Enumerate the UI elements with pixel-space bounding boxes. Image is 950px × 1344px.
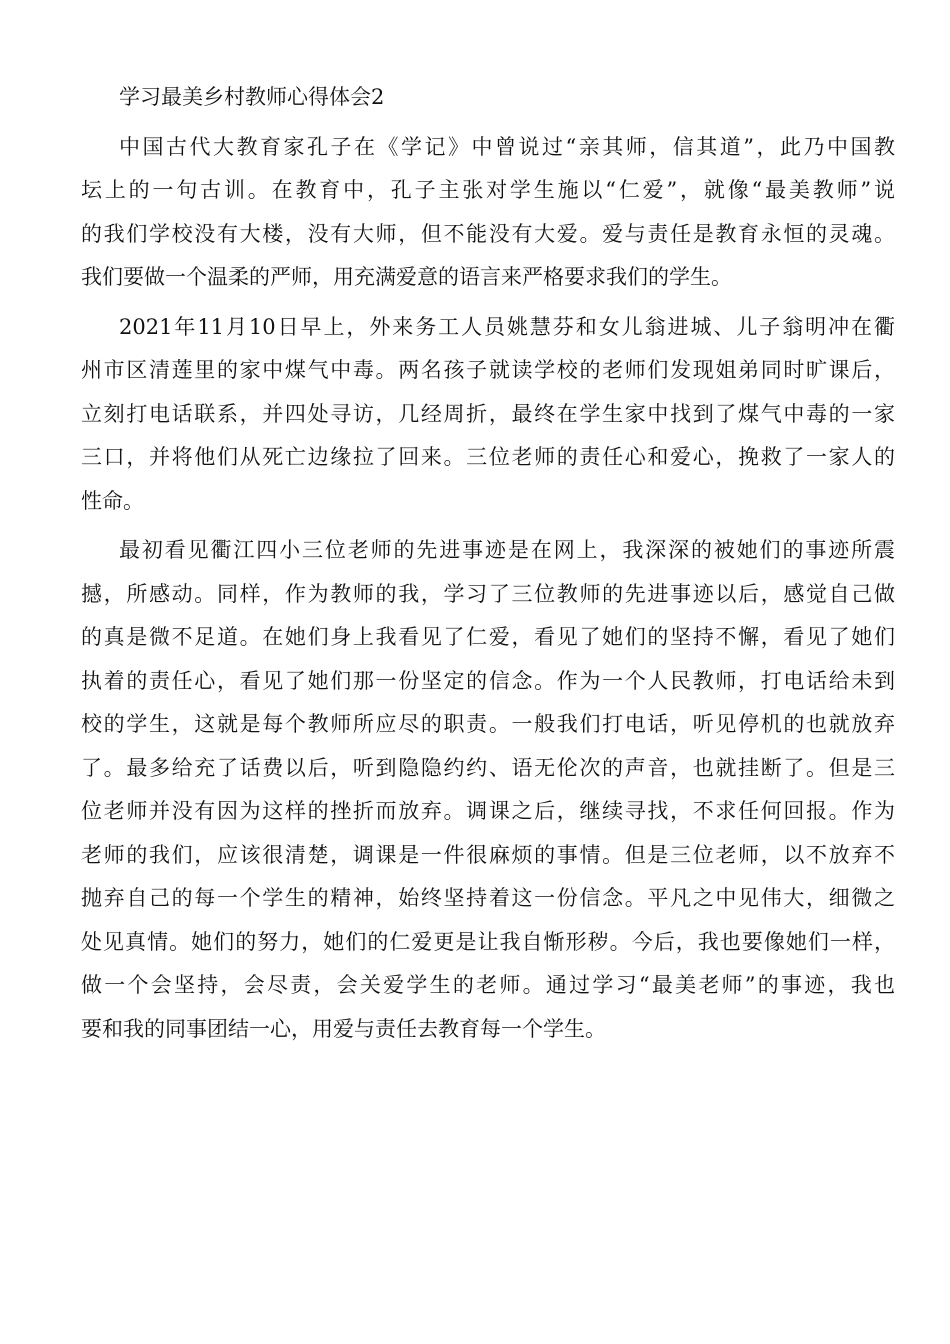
paragraph-line: 的真是微不足道。在她们身上我看见了仁爱，看见了她们的坚持不懈，看见了她们	[81, 625, 895, 649]
document-body	[81, 76, 895, 1051]
paragraph-line: 老师的我们，应该很清楚，调课是一件很麻烦的事情。但是三位老师，以不放弃不	[81, 842, 895, 867]
paragraph-line: 坛上的一句古训。在教育中，孔子主张对学生施以“仁爱”，就像“最美教师”说	[81, 178, 895, 202]
paragraph-2	[81, 306, 895, 524]
paragraph-line: 最初看见衢江四小三位老师的先进事迹是在网上，我深深的被她们的事迹所震	[119, 538, 895, 562]
paragraph-line: 性命。	[81, 488, 144, 513]
paragraph-line: 我们要做一个温柔的严师，用充满爱意的语言来严格要求我们的学生。	[81, 265, 732, 289]
paragraph-line: 执着的责任心，看见了她们那一份坚定的信念。作为一个人民教师，打电话给未到	[81, 668, 895, 693]
paragraph-3	[81, 529, 895, 1051]
paragraph-line: 处见真情。她们的努力，她们的仁爱更是让我自惭形秽。今后，我也要像她们一样，	[81, 929, 895, 954]
paragraph-line: 要和我的同事团结一心，用爱与责任去教育每一个学生。	[81, 1016, 606, 1041]
document-title: 学习最美乡村教师心得体会2	[119, 85, 385, 109]
paragraph-line: 撼，所感动。同样，作为教师的我，学习了三位教师的先进事迹以后，感觉自己做	[81, 581, 895, 606]
paragraph-line: 了。最多给充了话费以后，听到隐隐约约、语无伦次的声音，也就挂断了。但是三	[81, 755, 895, 780]
paragraph-line: 的我们学校没有大楼，没有大师，但不能没有大爱。爱与责任是教育永恒的灵魂。	[81, 221, 895, 246]
paragraph-line: 州市区清莲里的家中煤气中毒。两名孩子就读学校的老师们发现姐弟同时旷课后，	[81, 358, 895, 382]
paragraph-line: 三口，并将他们从死亡边缘拉了回来。三位老师的责任心和爱心，挽救了一家人的	[81, 445, 895, 469]
paragraph-line: 抛弃自己的每一个学生的精神，始终坚持着这一份信念。平凡之中见伟大，细微之	[81, 886, 895, 910]
paragraph-line: 2021年11月10日早上，外来务工人员姚慧芬和女儿翁进城、儿子翁明冲在衢	[119, 314, 895, 339]
paragraph-line: 做一个会坚持，会尽责，会关爱学生的老师。通过学习“最美老师”的事迹，我也	[81, 973, 895, 997]
paragraph-line: 中国古代大教育家孔子在《学记》中曾说过“亲其师，信其道”，此乃中国教	[119, 134, 895, 159]
paragraph-1	[81, 126, 895, 300]
paragraph-line: 立刻打电话联系，并四处寻访，几经周折，最终在学生家中找到了煤气中毒的一家	[81, 401, 895, 426]
paragraph-line: 校的学生，这就是每个教师所应尽的职责。一般我们打电话，听见停机的也就放弃	[81, 712, 895, 736]
paragraph-line: 位老师并没有因为这样的挫折而放弃。调课之后，继续寻找，不求任何回报。作为	[81, 799, 895, 823]
